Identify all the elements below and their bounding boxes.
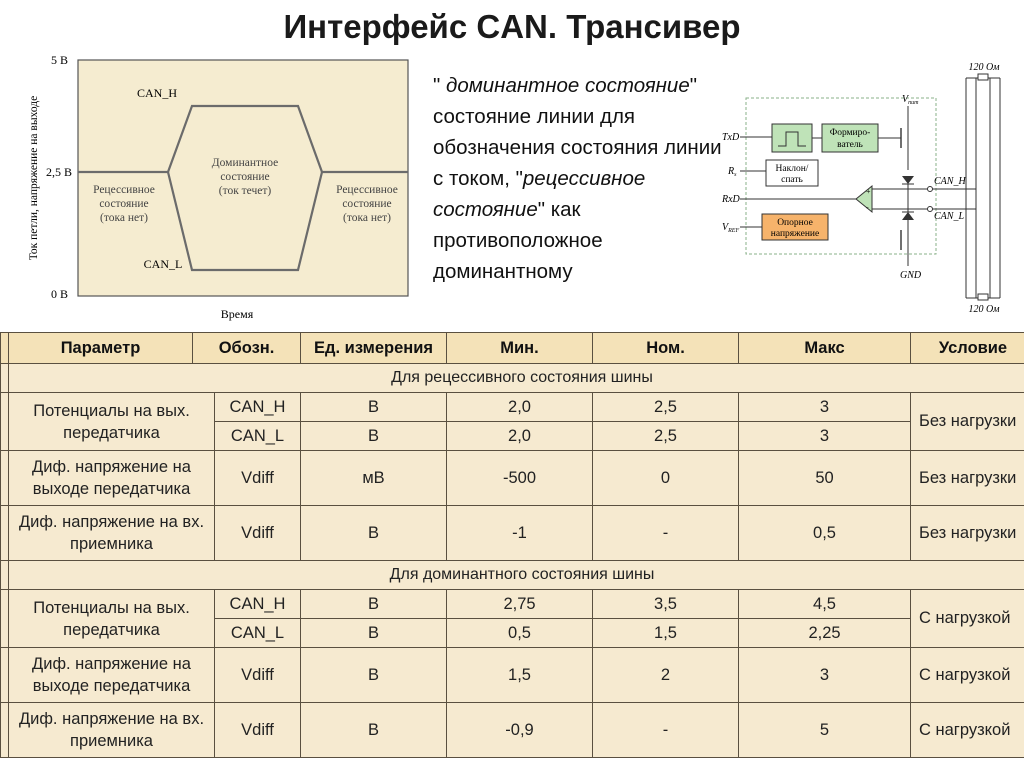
can-h-terminal: CAN_H — [934, 176, 966, 187]
diode-bottom — [902, 212, 914, 220]
state-description: " доминантное состояние" состояние линии для обозначения состояния линии с током, "рецессивное состояние" как противоположное доминантному — [433, 74, 722, 283]
condition-cell: С нагрузкой — [911, 703, 1024, 758]
parameters-table-wrapper — [0, 332, 1024, 767]
y-tick-0v: 0 В — [50, 287, 68, 301]
symbol-cell: CAN_H — [215, 393, 301, 422]
resistor-bottom-label: 120 Ом — [968, 304, 1000, 315]
min-cell: 2,0 — [447, 422, 593, 451]
diode-top — [902, 176, 914, 184]
table-row — [1, 590, 1024, 619]
nom-cell: 0 — [593, 451, 739, 506]
table-row — [1, 506, 1024, 561]
svg-text:+: + — [866, 187, 871, 196]
unit-cell: В — [301, 590, 447, 619]
max-cell: 5 — [739, 703, 911, 758]
recessive-left-label-3: (тока нет) — [100, 212, 148, 224]
nom-cell: - — [593, 506, 739, 561]
parameters-table — [0, 332, 1024, 758]
nom-cell: - — [593, 703, 739, 758]
y-axis-label: Ток петли, напряжение на выходе — [28, 95, 40, 261]
resistor-top-label: 120 Ом — [968, 62, 1000, 73]
recessive-left-label-2: состояние — [99, 198, 149, 210]
table-row — [1, 451, 1024, 506]
vnom-label: $V_{пит}$ — [902, 94, 919, 106]
symbol-cell: Vdiff — [215, 451, 301, 506]
recessive-right-label-1: Рецессивное — [336, 184, 398, 196]
condition-cell: Без нагрузки — [911, 451, 1024, 506]
min-cell: -500 — [447, 451, 593, 506]
dominant-label-2: состояние — [220, 171, 270, 183]
svg-text:Опорное: Опорное — [777, 218, 813, 228]
param-cell: Потенциалы на вых. передатчика — [9, 590, 215, 648]
svg-text:Формиро-: Формиро- — [829, 128, 871, 138]
symbol-cell: CAN_L — [215, 422, 301, 451]
unit-cell: В — [301, 506, 447, 561]
recessive-left-label-1: Рецессивное — [93, 184, 155, 196]
slide-title: Интерфейс CAN. Трансивер — [283, 8, 741, 45]
max-cell: 4,5 — [739, 590, 911, 619]
min-cell: 2,0 — [447, 393, 593, 422]
unit-cell: В — [301, 422, 447, 451]
max-cell: 3 — [739, 648, 911, 703]
recessive-right-label-3: (тока нет) — [343, 212, 391, 224]
table-row — [1, 648, 1024, 703]
svg-text:напряжение: напряжение — [770, 229, 820, 239]
nom-cell: 2 — [593, 648, 739, 703]
y-tick-2-5v: 2,5 В — [45, 165, 72, 179]
svg-text:-: - — [866, 203, 869, 212]
resistor-bottom — [978, 294, 988, 300]
bus-state-diagram — [0, 48, 420, 330]
header-param: Параметр — [9, 333, 193, 364]
header-max: Макс — [739, 333, 911, 364]
symbol-cell: CAN_L — [215, 619, 301, 648]
condition-cell: Без нагрузки — [911, 506, 1024, 561]
max-cell: 3 — [739, 393, 911, 422]
param-cell: Потенциалы на вых. передатчика — [9, 393, 215, 451]
can-l-terminal: CAN_L — [934, 211, 965, 222]
min-cell: 0,5 — [447, 619, 593, 648]
max-cell: 50 — [739, 451, 911, 506]
rs-label: $R_s$ — [728, 166, 737, 178]
gnd-label: GND — [900, 270, 922, 281]
can-h-label: CAN_H — [136, 86, 178, 100]
unit-cell: В — [301, 703, 447, 758]
nom-cell: 1,5 — [593, 619, 739, 648]
header-nom: Ном. — [593, 333, 739, 364]
unit-cell: В — [301, 619, 447, 648]
recessive-right-label-2: состояние — [342, 198, 392, 210]
section-row-recessive — [1, 364, 1024, 393]
max-cell: 0,5 — [739, 506, 911, 561]
txd-label: TxD — [722, 132, 740, 143]
table-row — [1, 703, 1024, 758]
section-dominant: Для доминантного состояния шины — [9, 561, 1024, 590]
max-cell: 2,25 — [739, 619, 911, 648]
min-cell: -0,9 — [447, 703, 593, 758]
param-cell: Диф. напряжение на выходе передатчика — [9, 648, 215, 703]
resistor-top — [978, 74, 988, 80]
nom-cell: 2,5 — [593, 422, 739, 451]
nom-cell: 2,5 — [593, 393, 739, 422]
svg-text:ватель: ватель — [837, 140, 863, 150]
nom-cell: 3,5 — [593, 590, 739, 619]
table-header-row — [1, 333, 1024, 364]
dominant-label-1: Доминантное — [211, 157, 279, 169]
condition-cell: Без нагрузки — [911, 393, 1024, 451]
param-cell: Диф. напряжение на вх. приемника — [9, 703, 215, 758]
table-row — [1, 393, 1024, 422]
svg-text:Наклон/: Наклон/ — [775, 164, 809, 174]
header-condition: Условие — [911, 333, 1024, 364]
dominant-label-3: (ток течет) — [218, 185, 272, 197]
symbol-cell: Vdiff — [215, 703, 301, 758]
condition-cell: С нагрузкой — [911, 590, 1024, 648]
min-cell: 2,75 — [447, 590, 593, 619]
symbol-cell: Vdiff — [215, 506, 301, 561]
rxd-label: RxD — [722, 194, 740, 205]
dominant-term: доминантное состояние — [445, 74, 690, 97]
unit-cell: мВ — [301, 451, 447, 506]
recessive-term: рецессивное состояние — [433, 167, 646, 221]
param-cell: Диф. напряжение на выходе передатчика — [9, 451, 215, 506]
header-min: Мин. — [447, 333, 593, 364]
vref-label: $V_{REF}$ — [722, 222, 740, 234]
section-recessive: Для рецессивного состояния шины — [9, 364, 1024, 393]
x-axis-label: Время — [220, 307, 254, 321]
max-cell: 3 — [739, 422, 911, 451]
section-row-dominant — [1, 561, 1024, 590]
min-cell: -1 — [447, 506, 593, 561]
y-tick-5v: 5 В — [50, 53, 68, 67]
can-l-label: CAN_L — [143, 257, 183, 271]
condition-cell: С нагрузкой — [911, 648, 1024, 703]
symbol-cell: Vdiff — [215, 648, 301, 703]
symbol-cell: CAN_H — [215, 590, 301, 619]
input-buffer-block — [772, 124, 812, 152]
unit-cell: В — [301, 393, 447, 422]
svg-text:спать: спать — [781, 175, 803, 185]
param-cell: Диф. напряжение на вх. приемника — [9, 506, 215, 561]
min-cell: 1,5 — [447, 648, 593, 703]
header-unit: Ед. измерения — [301, 333, 447, 364]
header-symbol: Обозн. — [193, 333, 301, 364]
transceiver-schematic — [716, 58, 1024, 320]
unit-cell: В — [301, 648, 447, 703]
